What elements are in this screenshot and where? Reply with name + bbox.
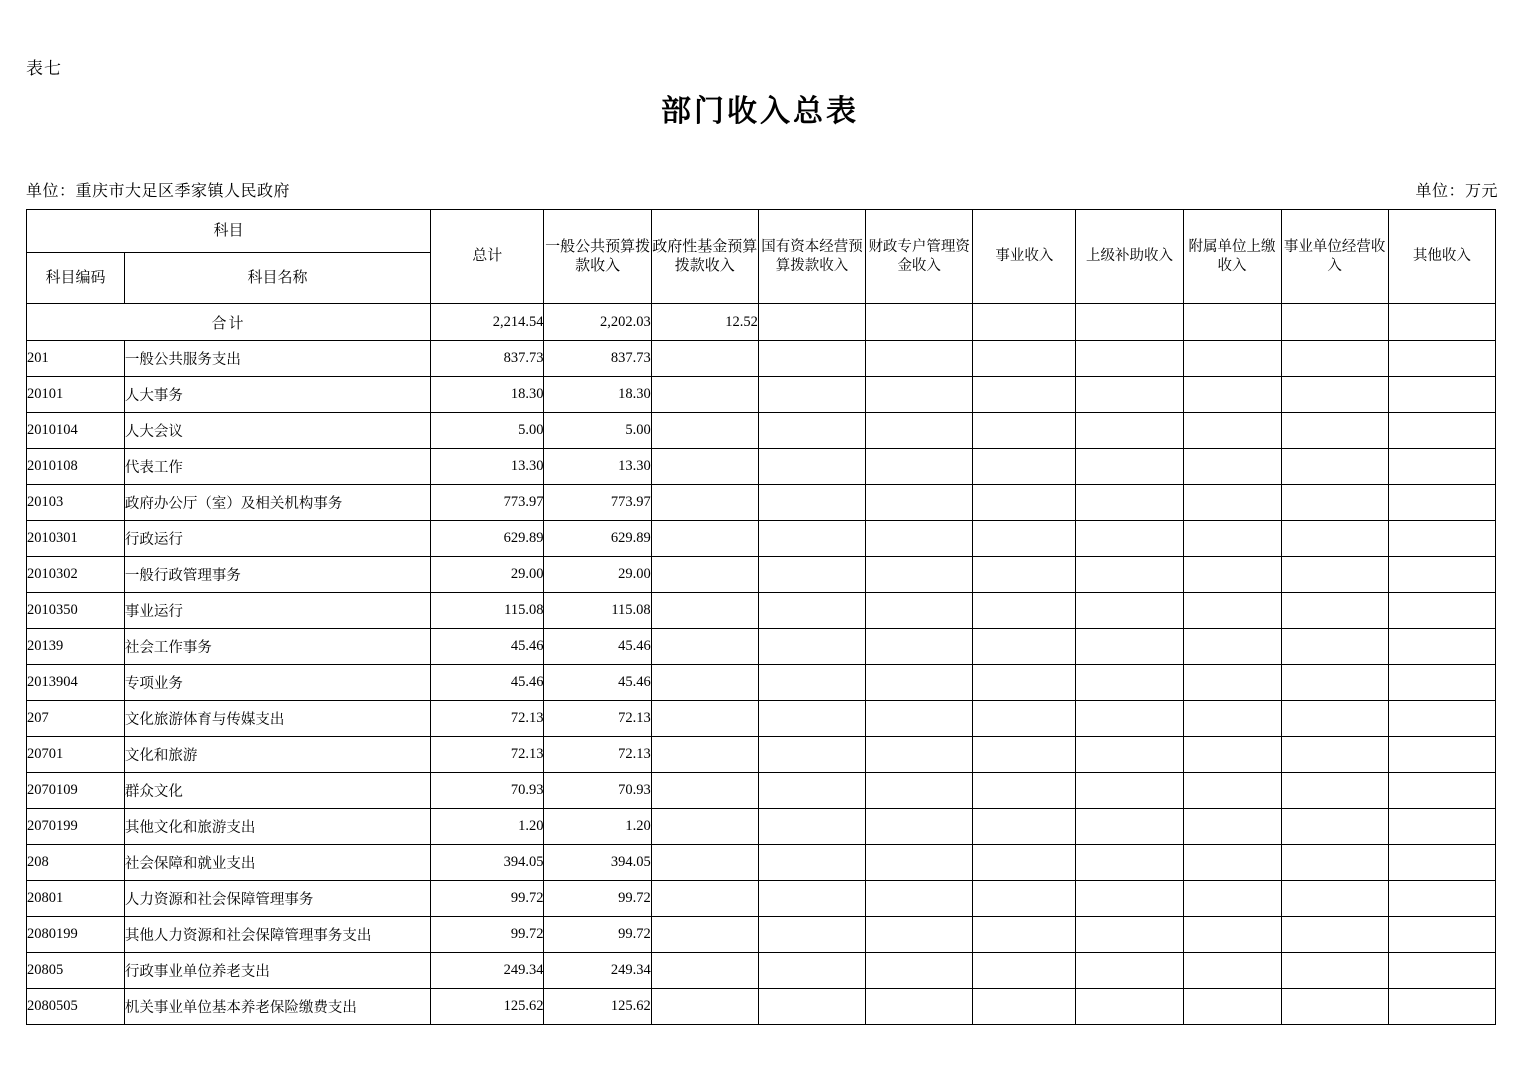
cell-subject-code: 208: [27, 845, 125, 881]
cell-special-account: [866, 989, 973, 1025]
cell-general-public: 394.05: [544, 845, 651, 881]
cell-superior-subsidy: [1076, 665, 1183, 701]
table-row: [27, 341, 1496, 377]
cell-subject-code: 2010301: [27, 521, 125, 557]
cell-total: 99.72: [431, 917, 544, 953]
cell-special-account: [866, 413, 973, 449]
cell-subordinate-payment: [1183, 341, 1281, 377]
header-subject-group: 科目: [27, 210, 431, 253]
cell-subject-name: 文化和旅游: [124, 737, 430, 773]
cell-gov-fund: [651, 989, 758, 1025]
cell-other-income: [1388, 377, 1495, 413]
header-business-operation-income: 事业单位经营收入: [1281, 210, 1388, 304]
cell-gov-fund: [651, 881, 758, 917]
cell-state-capital: [758, 665, 865, 701]
table-body: [27, 304, 1496, 1025]
cell-business-income: [973, 485, 1076, 521]
cell-subject-name: 行政运行: [124, 521, 430, 557]
cell-business-operation: [1281, 557, 1388, 593]
cell-subordinate-payment: [1183, 917, 1281, 953]
table-row: [27, 593, 1496, 629]
cell-superior-subsidy: [1076, 881, 1183, 917]
cell-business-income: [973, 989, 1076, 1025]
cell-gov-fund: [651, 845, 758, 881]
cell-business-income: [973, 665, 1076, 701]
cell-state-capital: [758, 989, 865, 1025]
cell-business-operation: [1281, 881, 1388, 917]
cell-business-operation: [1281, 593, 1388, 629]
cell-business-income: [973, 737, 1076, 773]
table-row: [27, 737, 1496, 773]
table-row: [27, 485, 1496, 521]
cell-other-income: [1388, 341, 1495, 377]
total-subordinate-payment: [1183, 304, 1281, 341]
cell-special-account: [866, 485, 973, 521]
cell-other-income: [1388, 629, 1495, 665]
table-row: [27, 845, 1496, 881]
cell-general-public: 5.00: [544, 413, 651, 449]
cell-other-income: [1388, 521, 1495, 557]
cell-gov-fund: [651, 809, 758, 845]
cell-superior-subsidy: [1076, 413, 1183, 449]
cell-subordinate-payment: [1183, 701, 1281, 737]
cell-superior-subsidy: [1076, 521, 1183, 557]
cell-general-public: 99.72: [544, 881, 651, 917]
table-row: [27, 449, 1496, 485]
cell-state-capital: [758, 413, 865, 449]
table-row: [27, 917, 1496, 953]
cell-special-account: [866, 917, 973, 953]
cell-subordinate-payment: [1183, 989, 1281, 1025]
cell-total: 115.08: [431, 593, 544, 629]
table-row: [27, 413, 1496, 449]
cell-total: 18.30: [431, 377, 544, 413]
cell-superior-subsidy: [1076, 845, 1183, 881]
cell-gov-fund: [651, 773, 758, 809]
cell-state-capital: [758, 557, 865, 593]
table-row: [27, 665, 1496, 701]
cell-subordinate-payment: [1183, 953, 1281, 989]
total-label: 合计: [27, 304, 431, 341]
cell-other-income: [1388, 449, 1495, 485]
cell-state-capital: [758, 773, 865, 809]
header-subject-code: 科目编码: [27, 253, 125, 304]
cell-other-income: [1388, 809, 1495, 845]
table-row: [27, 809, 1496, 845]
page-title: 部门收入总表: [661, 95, 859, 128]
cell-gov-fund: [651, 521, 758, 557]
cell-business-operation: [1281, 701, 1388, 737]
cell-business-operation: [1281, 917, 1388, 953]
cell-subject-code: 2010104: [27, 413, 125, 449]
cell-gov-fund: [651, 557, 758, 593]
cell-subject-code: 2070109: [27, 773, 125, 809]
table-row: [27, 629, 1496, 665]
cell-other-income: [1388, 773, 1495, 809]
cell-total: 99.72: [431, 881, 544, 917]
table-row: [27, 989, 1496, 1025]
cell-superior-subsidy: [1076, 737, 1183, 773]
cell-special-account: [866, 341, 973, 377]
cell-total: 29.00: [431, 557, 544, 593]
cell-superior-subsidy: [1076, 557, 1183, 593]
cell-subject-code: 2010302: [27, 557, 125, 593]
cell-subordinate-payment: [1183, 665, 1281, 701]
cell-subordinate-payment: [1183, 737, 1281, 773]
cell-other-income: [1388, 665, 1495, 701]
table-row: [27, 773, 1496, 809]
cell-superior-subsidy: [1076, 449, 1183, 485]
cell-subordinate-payment: [1183, 845, 1281, 881]
cell-general-public: 72.13: [544, 737, 651, 773]
table-row: [27, 701, 1496, 737]
cell-other-income: [1388, 917, 1495, 953]
cell-gov-fund: [651, 593, 758, 629]
cell-business-operation: [1281, 485, 1388, 521]
total-total: 2,214.54: [431, 304, 544, 341]
header-superior-subsidy-income: 上级补助收入: [1076, 210, 1183, 304]
cell-gov-fund: [651, 485, 758, 521]
cell-business-income: [973, 917, 1076, 953]
income-summary-table: [26, 209, 1496, 1025]
total-other-income: [1388, 304, 1495, 341]
cell-general-public: 773.97: [544, 485, 651, 521]
cell-general-public: 70.93: [544, 773, 651, 809]
cell-subject-name: 事业运行: [124, 593, 430, 629]
cell-total: 72.13: [431, 701, 544, 737]
header-subject-name: 科目名称: [124, 253, 430, 304]
cell-subordinate-payment: [1183, 485, 1281, 521]
cell-special-account: [866, 845, 973, 881]
cell-general-public: 99.72: [544, 917, 651, 953]
cell-subject-name: 社会工作事务: [124, 629, 430, 665]
sheet-tag: 表七: [26, 59, 62, 78]
cell-other-income: [1388, 557, 1495, 593]
cell-general-public: 29.00: [544, 557, 651, 593]
cell-subject-code: 2010108: [27, 449, 125, 485]
header-business-income: 事业收入: [973, 210, 1076, 304]
cell-subject-name: 一般行政管理事务: [124, 557, 430, 593]
cell-subject-name: 社会保障和就业支出: [124, 845, 430, 881]
cell-total: 5.00: [431, 413, 544, 449]
table-row-total: [27, 304, 1496, 341]
cell-subordinate-payment: [1183, 629, 1281, 665]
cell-business-income: [973, 449, 1076, 485]
cell-subject-code: 20805: [27, 953, 125, 989]
cell-state-capital: [758, 521, 865, 557]
cell-state-capital: [758, 701, 865, 737]
cell-subordinate-payment: [1183, 521, 1281, 557]
cell-subject-code: 2080505: [27, 989, 125, 1025]
total-superior-subsidy: [1076, 304, 1183, 341]
cell-subordinate-payment: [1183, 449, 1281, 485]
cell-general-public: 45.46: [544, 629, 651, 665]
cell-subordinate-payment: [1183, 377, 1281, 413]
cell-other-income: [1388, 737, 1495, 773]
cell-subordinate-payment: [1183, 557, 1281, 593]
cell-total: 249.34: [431, 953, 544, 989]
cell-special-account: [866, 881, 973, 917]
cell-state-capital: [758, 485, 865, 521]
cell-other-income: [1388, 593, 1495, 629]
cell-gov-fund: [651, 449, 758, 485]
cell-total: 70.93: [431, 773, 544, 809]
cell-state-capital: [758, 593, 865, 629]
cell-total: 125.62: [431, 989, 544, 1025]
cell-business-operation: [1281, 377, 1388, 413]
cell-state-capital: [758, 917, 865, 953]
cell-special-account: [866, 809, 973, 845]
cell-business-operation: [1281, 845, 1388, 881]
cell-superior-subsidy: [1076, 593, 1183, 629]
cell-business-income: [973, 953, 1076, 989]
cell-state-capital: [758, 737, 865, 773]
cell-subject-code: 20801: [27, 881, 125, 917]
cell-state-capital: [758, 953, 865, 989]
cell-business-operation: [1281, 521, 1388, 557]
cell-other-income: [1388, 701, 1495, 737]
cell-special-account: [866, 629, 973, 665]
cell-superior-subsidy: [1076, 341, 1183, 377]
cell-state-capital: [758, 341, 865, 377]
table-row: [27, 953, 1496, 989]
cell-subject-name: 行政事业单位养老支出: [124, 953, 430, 989]
cell-subject-code: 20101: [27, 377, 125, 413]
cell-superior-subsidy: [1076, 377, 1183, 413]
table-row: [27, 521, 1496, 557]
cell-special-account: [866, 953, 973, 989]
cell-subject-code: 2080199: [27, 917, 125, 953]
cell-general-public: 629.89: [544, 521, 651, 557]
cell-state-capital: [758, 377, 865, 413]
cell-general-public: 1.20: [544, 809, 651, 845]
cell-general-public: 115.08: [544, 593, 651, 629]
cell-business-operation: [1281, 413, 1388, 449]
cell-special-account: [866, 701, 973, 737]
total-special-account: [866, 304, 973, 341]
cell-business-operation: [1281, 773, 1388, 809]
cell-general-public: 249.34: [544, 953, 651, 989]
cell-subordinate-payment: [1183, 593, 1281, 629]
cell-state-capital: [758, 881, 865, 917]
cell-subject-name: 机关事业单位基本养老保险缴费支出: [124, 989, 430, 1025]
cell-business-income: [973, 413, 1076, 449]
cell-gov-fund: [651, 413, 758, 449]
cell-subject-code: 20103: [27, 485, 125, 521]
cell-gov-fund: [651, 737, 758, 773]
header-other-income: 其他收入: [1388, 210, 1495, 304]
cell-total: 45.46: [431, 629, 544, 665]
cell-gov-fund: [651, 701, 758, 737]
cell-superior-subsidy: [1076, 989, 1183, 1025]
cell-total: 13.30: [431, 449, 544, 485]
cell-total: 1.20: [431, 809, 544, 845]
table-row: [27, 881, 1496, 917]
cell-business-operation: [1281, 809, 1388, 845]
cell-superior-subsidy: [1076, 809, 1183, 845]
unit-name-label: 单位：重庆市大足区季家镇人民政府: [26, 183, 291, 200]
cell-gov-fund: [651, 341, 758, 377]
cell-business-income: [973, 881, 1076, 917]
cell-total: 72.13: [431, 737, 544, 773]
cell-business-operation: [1281, 341, 1388, 377]
cell-business-income: [973, 845, 1076, 881]
cell-subject-name: 其他人力资源和社会保障管理事务支出: [124, 917, 430, 953]
cell-total: 773.97: [431, 485, 544, 521]
cell-other-income: [1388, 485, 1495, 521]
cell-subordinate-payment: [1183, 809, 1281, 845]
cell-gov-fund: [651, 953, 758, 989]
cell-business-operation: [1281, 629, 1388, 665]
cell-business-income: [973, 557, 1076, 593]
cell-subject-code: 20701: [27, 737, 125, 773]
cell-business-income: [973, 341, 1076, 377]
cell-subject-name: 人力资源和社会保障管理事务: [124, 881, 430, 917]
total-general-public: 2,202.03: [544, 304, 651, 341]
cell-total: 45.46: [431, 665, 544, 701]
cell-gov-fund: [651, 917, 758, 953]
cell-gov-fund: [651, 377, 758, 413]
cell-general-public: 72.13: [544, 701, 651, 737]
cell-subject-name: 代表工作: [124, 449, 430, 485]
cell-general-public: 125.62: [544, 989, 651, 1025]
cell-special-account: [866, 665, 973, 701]
cell-subject-code: 207: [27, 701, 125, 737]
cell-business-operation: [1281, 737, 1388, 773]
cell-special-account: [866, 737, 973, 773]
total-business-income: [973, 304, 1076, 341]
total-state-capital: [758, 304, 865, 341]
cell-subject-name: 人大会议: [124, 413, 430, 449]
cell-superior-subsidy: [1076, 701, 1183, 737]
cell-business-income: [973, 701, 1076, 737]
cell-gov-fund: [651, 665, 758, 701]
cell-subject-code: 2010350: [27, 593, 125, 629]
cell-subject-name: 一般公共服务支出: [124, 341, 430, 377]
cell-business-income: [973, 593, 1076, 629]
cell-business-income: [973, 809, 1076, 845]
cell-general-public: 13.30: [544, 449, 651, 485]
cell-total: 394.05: [431, 845, 544, 881]
cell-subject-name: 政府办公厅（室）及相关机构事务: [124, 485, 430, 521]
cell-subject-name: 其他文化和旅游支出: [124, 809, 430, 845]
cell-other-income: [1388, 413, 1495, 449]
table-row: [27, 377, 1496, 413]
cell-superior-subsidy: [1076, 629, 1183, 665]
cell-general-public: 45.46: [544, 665, 651, 701]
cell-gov-fund: [651, 629, 758, 665]
cell-special-account: [866, 593, 973, 629]
cell-subject-name: 人大事务: [124, 377, 430, 413]
header-state-capital-budget: 国有资本经营预算拨款收入: [758, 210, 865, 304]
header-total: 总计: [431, 210, 544, 304]
header-special-account-fund: 财政专户管理资金收入: [866, 210, 973, 304]
cell-state-capital: [758, 809, 865, 845]
cell-superior-subsidy: [1076, 773, 1183, 809]
cell-other-income: [1388, 953, 1495, 989]
cell-business-income: [973, 377, 1076, 413]
cell-special-account: [866, 773, 973, 809]
cell-special-account: [866, 449, 973, 485]
cell-subject-name: 专项业务: [124, 665, 430, 701]
header-gov-fund-budget: 政府性基金预算拨款收入: [651, 210, 758, 304]
cell-subject-code: 20139: [27, 629, 125, 665]
cell-subject-code: 201: [27, 341, 125, 377]
cell-subordinate-payment: [1183, 881, 1281, 917]
cell-business-income: [973, 521, 1076, 557]
cell-subject-name: 群众文化: [124, 773, 430, 809]
cell-state-capital: [758, 845, 865, 881]
cell-superior-subsidy: [1076, 485, 1183, 521]
cell-special-account: [866, 377, 973, 413]
header-subordinate-payment-income: 附属单位上缴收入: [1183, 210, 1281, 304]
cell-state-capital: [758, 629, 865, 665]
cell-other-income: [1388, 989, 1495, 1025]
cell-business-operation: [1281, 989, 1388, 1025]
cell-other-income: [1388, 845, 1495, 881]
table-header-row-1: [27, 210, 1496, 253]
cell-general-public: 837.73: [544, 341, 651, 377]
cell-business-operation: [1281, 665, 1388, 701]
cell-subject-code: 2070199: [27, 809, 125, 845]
total-gov-fund: 12.52: [651, 304, 758, 341]
cell-business-operation: [1281, 449, 1388, 485]
cell-total: 629.89: [431, 521, 544, 557]
cell-total: 837.73: [431, 341, 544, 377]
cell-subject-code: 2013904: [27, 665, 125, 701]
income-summary-table-wrap: [26, 209, 1496, 1025]
cell-business-operation: [1281, 953, 1388, 989]
table-row: [27, 557, 1496, 593]
header-general-public-budget: 一般公共预算拨款收入: [544, 210, 651, 304]
total-business-operation: [1281, 304, 1388, 341]
amount-unit-label: 单位：万元: [1415, 183, 1498, 200]
cell-business-income: [973, 629, 1076, 665]
cell-superior-subsidy: [1076, 953, 1183, 989]
cell-state-capital: [758, 449, 865, 485]
cell-special-account: [866, 557, 973, 593]
cell-business-income: [973, 773, 1076, 809]
cell-superior-subsidy: [1076, 917, 1183, 953]
cell-subject-name: 文化旅游体育与传媒支出: [124, 701, 430, 737]
cell-other-income: [1388, 881, 1495, 917]
cell-special-account: [866, 521, 973, 557]
cell-general-public: 18.30: [544, 377, 651, 413]
cell-subordinate-payment: [1183, 773, 1281, 809]
cell-subordinate-payment: [1183, 413, 1281, 449]
